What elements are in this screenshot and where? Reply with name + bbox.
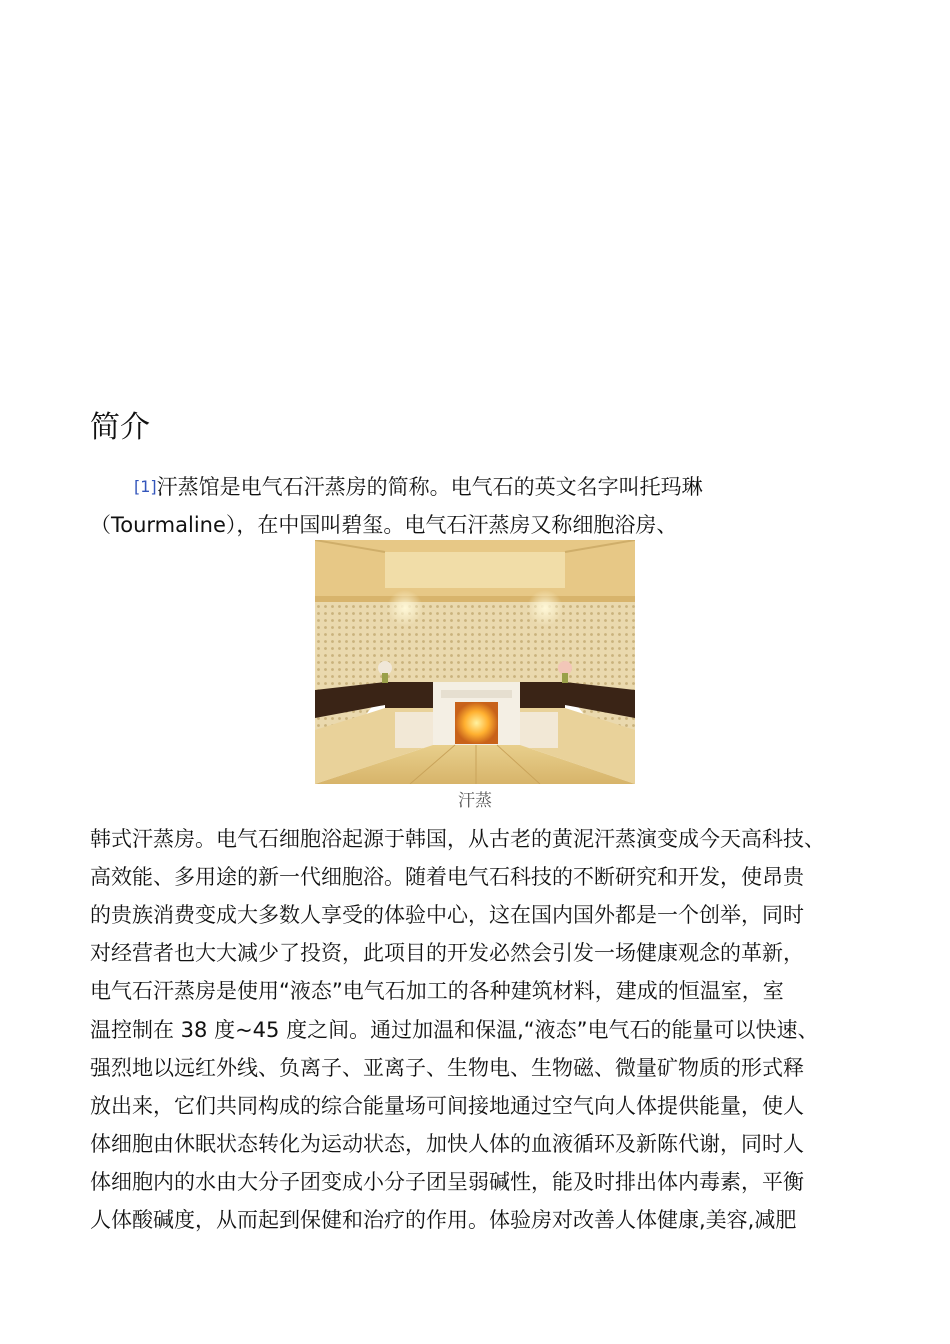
section-title: 简介 (90, 410, 150, 445)
figure-caption: 汗蒸 (458, 791, 492, 811)
sauna-photo (315, 540, 635, 784)
paragraph-line: 放出来，它们共同构成的综合能量场可间接地通过空气向人体提供能量，使人 (90, 1094, 804, 1118)
paragraph-line: 高效能、多用途的新一代细胞浴。随着电气石科技的不断研究和开发，使昂贵 (90, 865, 804, 889)
paragraph-line: 电气石汗蒸房是使用“液态”电气石加工的各种建筑材料，建成的恒温室，室 (90, 979, 784, 1003)
paragraph-line: 温控制在 38 度~45 度之间。通过加温和保温,“液态”电气石的能量可以快速、 (90, 1018, 819, 1042)
intro-line-1 (134, 472, 703, 502)
paragraph-line: 的贵族消费变成大多数人享受的体验中心，这在国内国外都是一个创举，同时 (90, 903, 804, 927)
paragraph-line: 对经营者也大大减少了投资，此项目的开发必然会引发一场健康观念的革新， (90, 941, 804, 965)
intro-line-1-text: 汗蒸馆是电气石汗蒸房的简称。电气石的英文名字叫托玛琳 (156, 475, 703, 499)
paragraph-line: 体细胞内的水由大分子团变成小分子团呈弱碱性，能及时排出体内毒素，平衡 (90, 1170, 804, 1194)
paragraph-line: 体细胞由休眠状态转化为运动状态，加快人体的血液循环及新陈代谢，同时人 (90, 1132, 804, 1156)
paragraph-line: 韩式汗蒸房。电气石细胞浴起源于韩国，从古老的黄泥汗蒸演变成今天高科技、 (90, 827, 825, 851)
intro-line-2: （Tourmaline），在中国叫碧玺。电气石汗蒸房又称细胞浴房、 (90, 513, 678, 537)
sauna-room-image (315, 540, 635, 784)
paragraph-line: 强烈地以远红外线、负离子、亚离子、生物电、生物磁、微量矿物质的形式释 (90, 1056, 804, 1080)
paragraph-line: 人体酸碱度，从而起到保健和治疗的作用。体验房对改善人体健康,美容,减肥 (90, 1208, 797, 1232)
reference-link[interactable]: [1] (134, 477, 157, 496)
